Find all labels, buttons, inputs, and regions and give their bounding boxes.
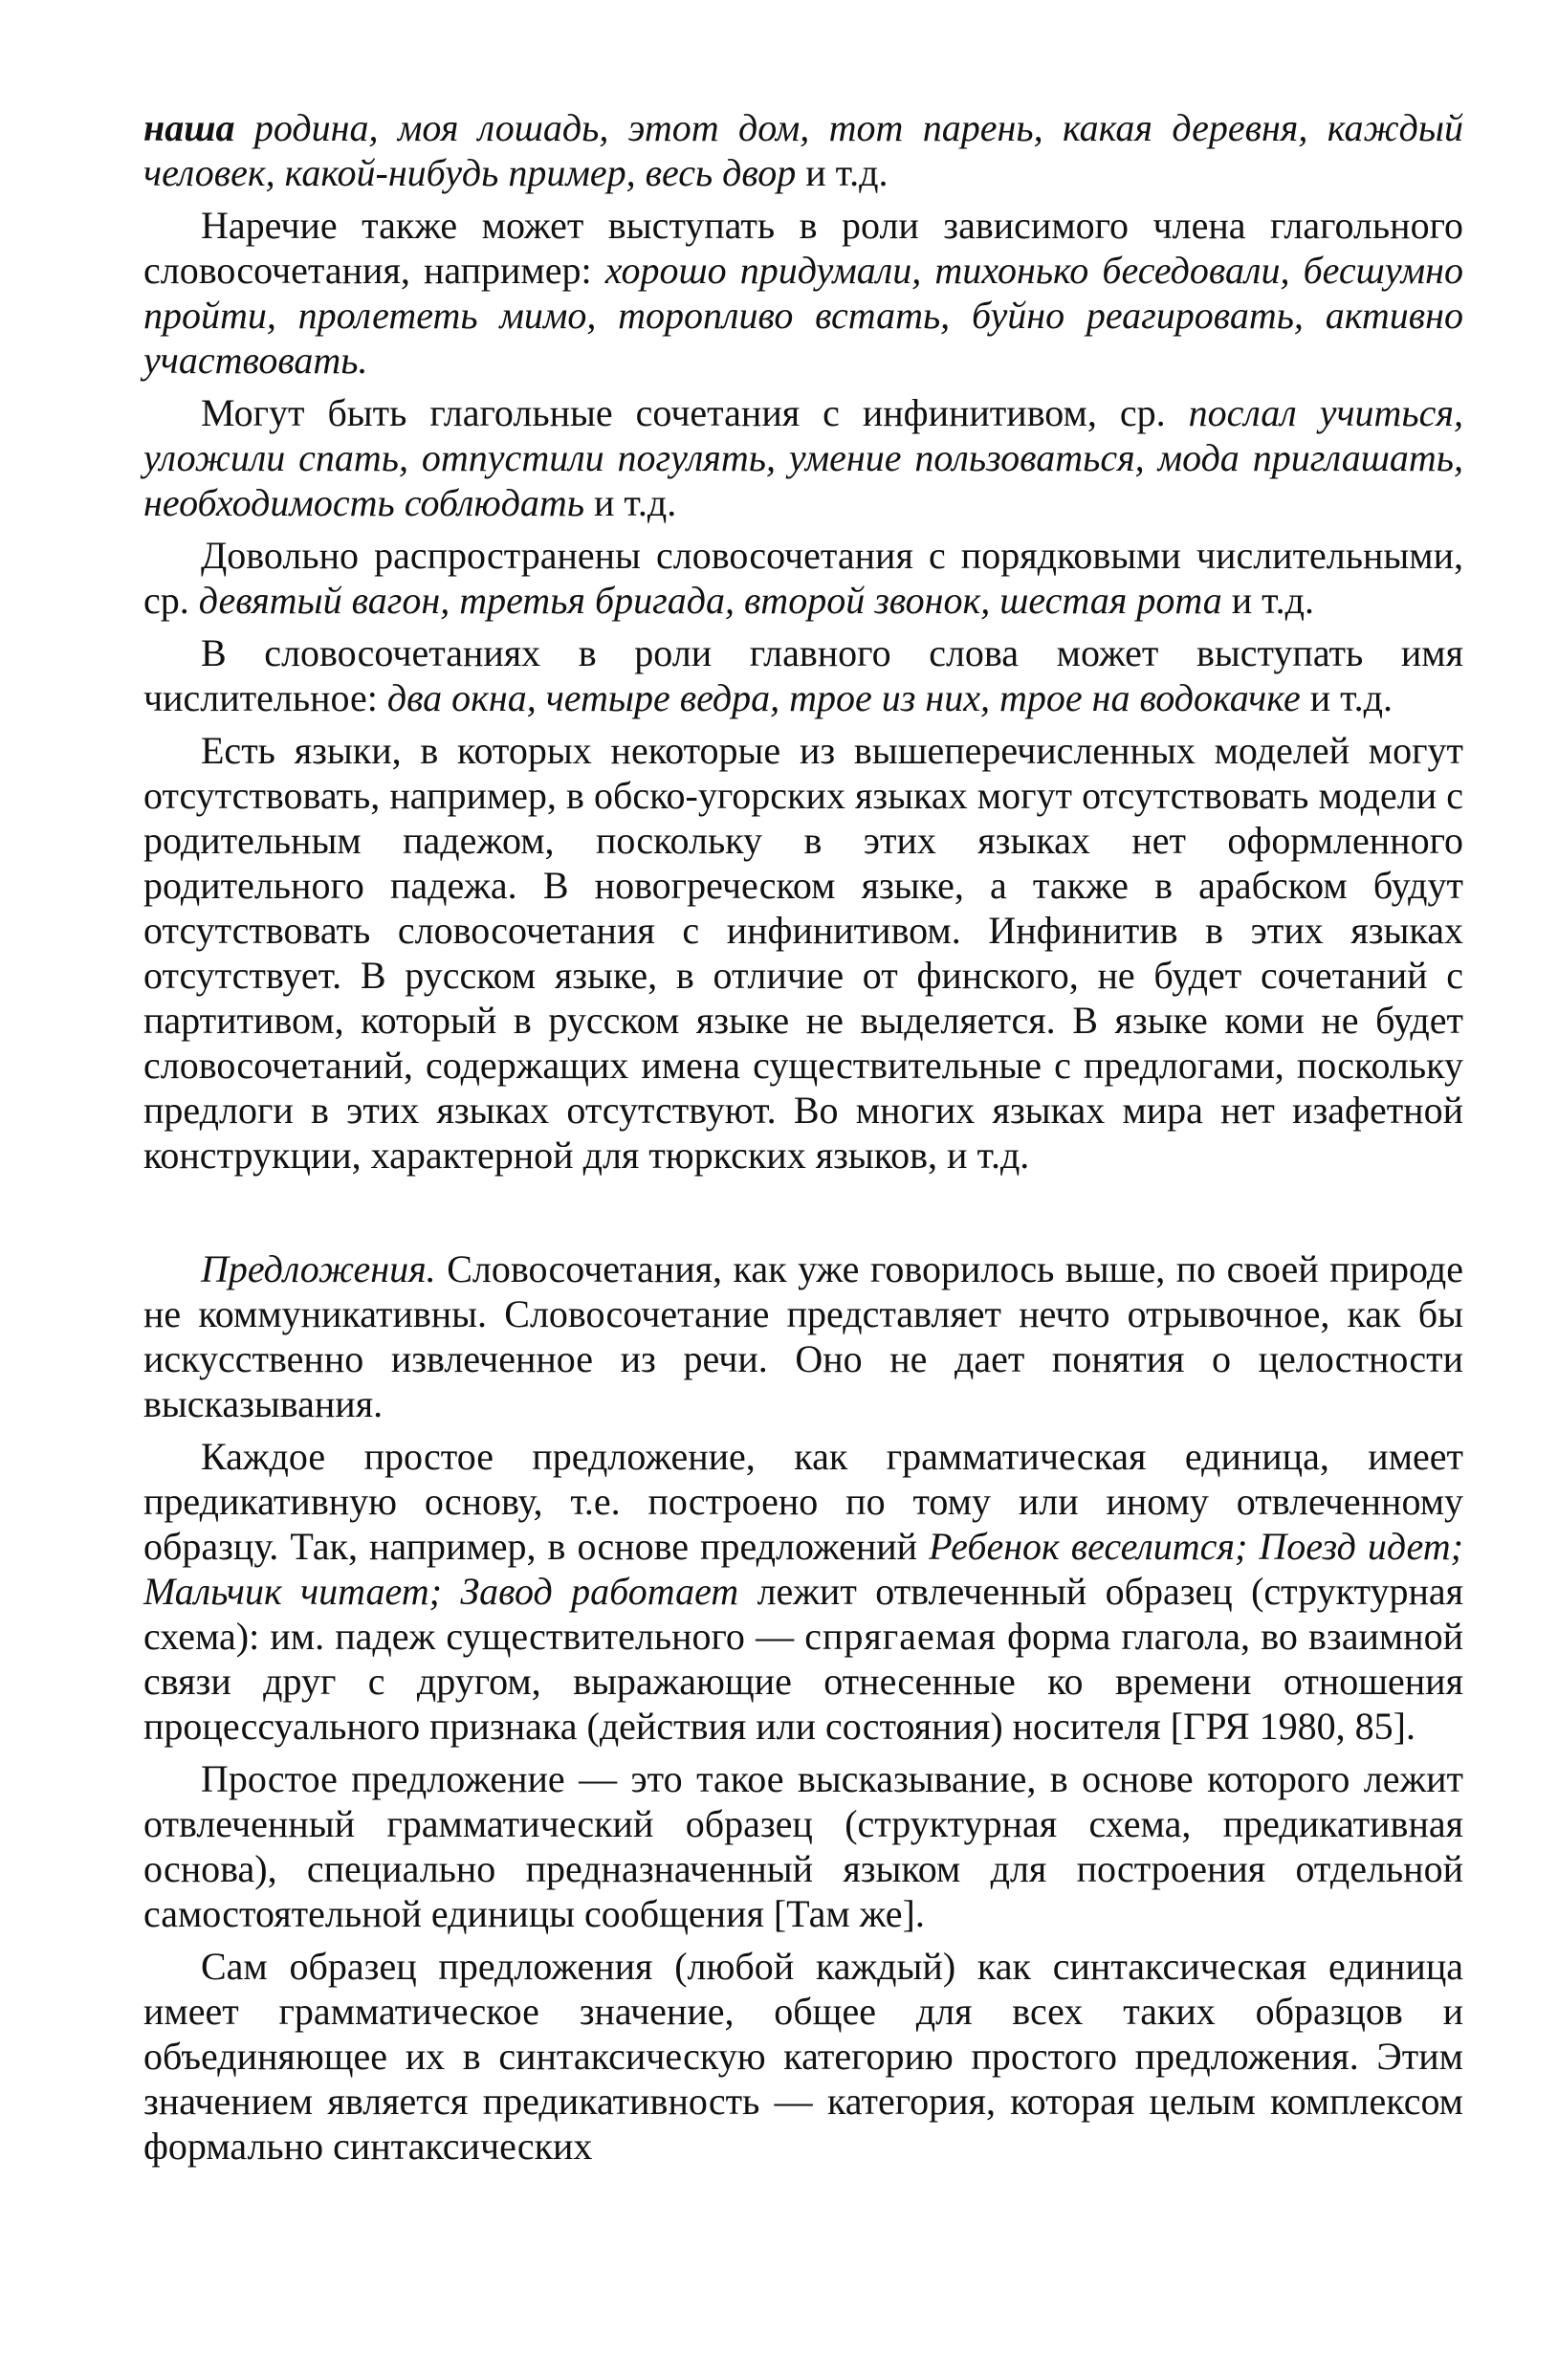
italic-examples: два окна, четыре ведра, трое из них, трое на водокачке xyxy=(386,676,1301,719)
paragraph-numerals xyxy=(143,630,1463,720)
bold-italic-word: наша xyxy=(143,106,235,149)
paragraph-infinitive xyxy=(143,390,1463,525)
italic-examples: послал учиться, уложили спать, отпустили погулять, умение пользоваться, мода приглашать, необходимость соблюдать xyxy=(143,391,1463,524)
plain-text: В словосочетаниях в роли главного слова может выступать имя числительное: xyxy=(143,631,1463,719)
document-page xyxy=(143,105,1463,2169)
italic-examples: Ребенок веселится; Поезд идет; Мальчик читает; Завод работает xyxy=(143,1525,1463,1613)
plain-text: Довольно распространены словосочетания с порядковыми числительными, ср. xyxy=(143,534,1463,622)
section-heading: Предложения. xyxy=(201,1247,436,1290)
plain-text: Словосочетания, как уже говорилось выше, по своей природе не коммуникативны. Словосочетание представляет нечто отрывочное, как бы искусственно извлеченное из речи. Оно не дает понятия о целостности высказывания. xyxy=(143,1247,1463,1425)
italic-examples: родина, моя лошадь, этот дом, тот парень, какая деревня, каждый человек, какой-нибудь пример, весь двор xyxy=(143,106,1463,194)
plain-text: Могут быть глагольные сочетания с инфинитивом, ср. xyxy=(201,391,1189,434)
plain-text: и т.д. xyxy=(796,151,889,194)
plain-text: форма глагола, во взаимной связи друг с другом, выражающие отнесенные ко времени отношения процессуального признака (действия или состояния) носителя [ГРЯ 1980, 85]. xyxy=(143,1615,1463,1748)
plain-text: Каждое простое предложение, как грамматическая единица, имеет предикативную основу, т.е. построено по тому или иному отвлеченному образцу. Так, например, в основе предложений xyxy=(143,1435,1463,1568)
italic-examples: девятый вагон, третья бригада, второй звонок, шестая рота xyxy=(198,579,1222,622)
italic-examples: хорошо придумали, тихонько беседовали, бесшумно пройти, пролететь мимо, торопливо встать, буйно реагировать, активно участвовать. xyxy=(143,249,1463,382)
spaced-word: спрягаемая xyxy=(804,1615,997,1658)
paragraph-ordinals xyxy=(143,533,1463,623)
paragraph-predicativity: Сам образец предложения (любой каждый) как синтаксическая единица имеет грамматическое значение, общее для всех таких образцов и объединяющее их в синтаксическую категорию простого предложения. Этим значением является предикативность — категория, которая целым комплексом формально синтаксических xyxy=(143,1945,1463,2168)
paragraph-languages: Есть языки, в которых некоторые из вышеперечисленных моделей могут отсутствовать, например, в обско-угорских языках могут отсутствовать модели с родительным падежом, поскольку в этих языках нет оформленного родительного падежа. В новогреческом языке, а также в арабском будут отсутствовать словосочетания с инфинитивом. Инфинитив в этих языках отсутствует. В русском языке, в отличие от финского, не будет сочетаний с партитивом, который в русском языке не выделяется. В языке коми не будет словосочетаний, содержащих имена существительные с предлогами, поскольку предлоги в этих языках отсутствуют. Во многих языках мира нет изафетной конструкции, характерной для тюркских языков, и т.д. xyxy=(143,729,1463,1177)
plain-text: и т.д. xyxy=(1300,676,1393,719)
paragraph-adverb xyxy=(143,203,1463,383)
paragraph-simple-sentence xyxy=(143,1434,1463,1749)
paragraph-sentences xyxy=(143,1246,1463,1426)
plain-text: Наречие также может выступать в роли зависимого члена глагольного словосочетания, например: xyxy=(143,204,1463,292)
plain-text: и т.д. xyxy=(584,481,677,524)
paragraph-noun-phrases xyxy=(143,105,1463,195)
paragraph-definition: Простое предложение — это такое высказывание, в основе которого лежит отвлеченный грамматический образец (структурная схема, предикативная основа), специально предназначенный языком для построения отдельной самостоятельной единицы сообщения [Там же]. xyxy=(143,1757,1463,1935)
plain-text: и т.д. xyxy=(1221,579,1314,622)
plain-text: лежит отвлеченный образец (структурная схема): им. падеж существительного — xyxy=(143,1570,1464,1658)
